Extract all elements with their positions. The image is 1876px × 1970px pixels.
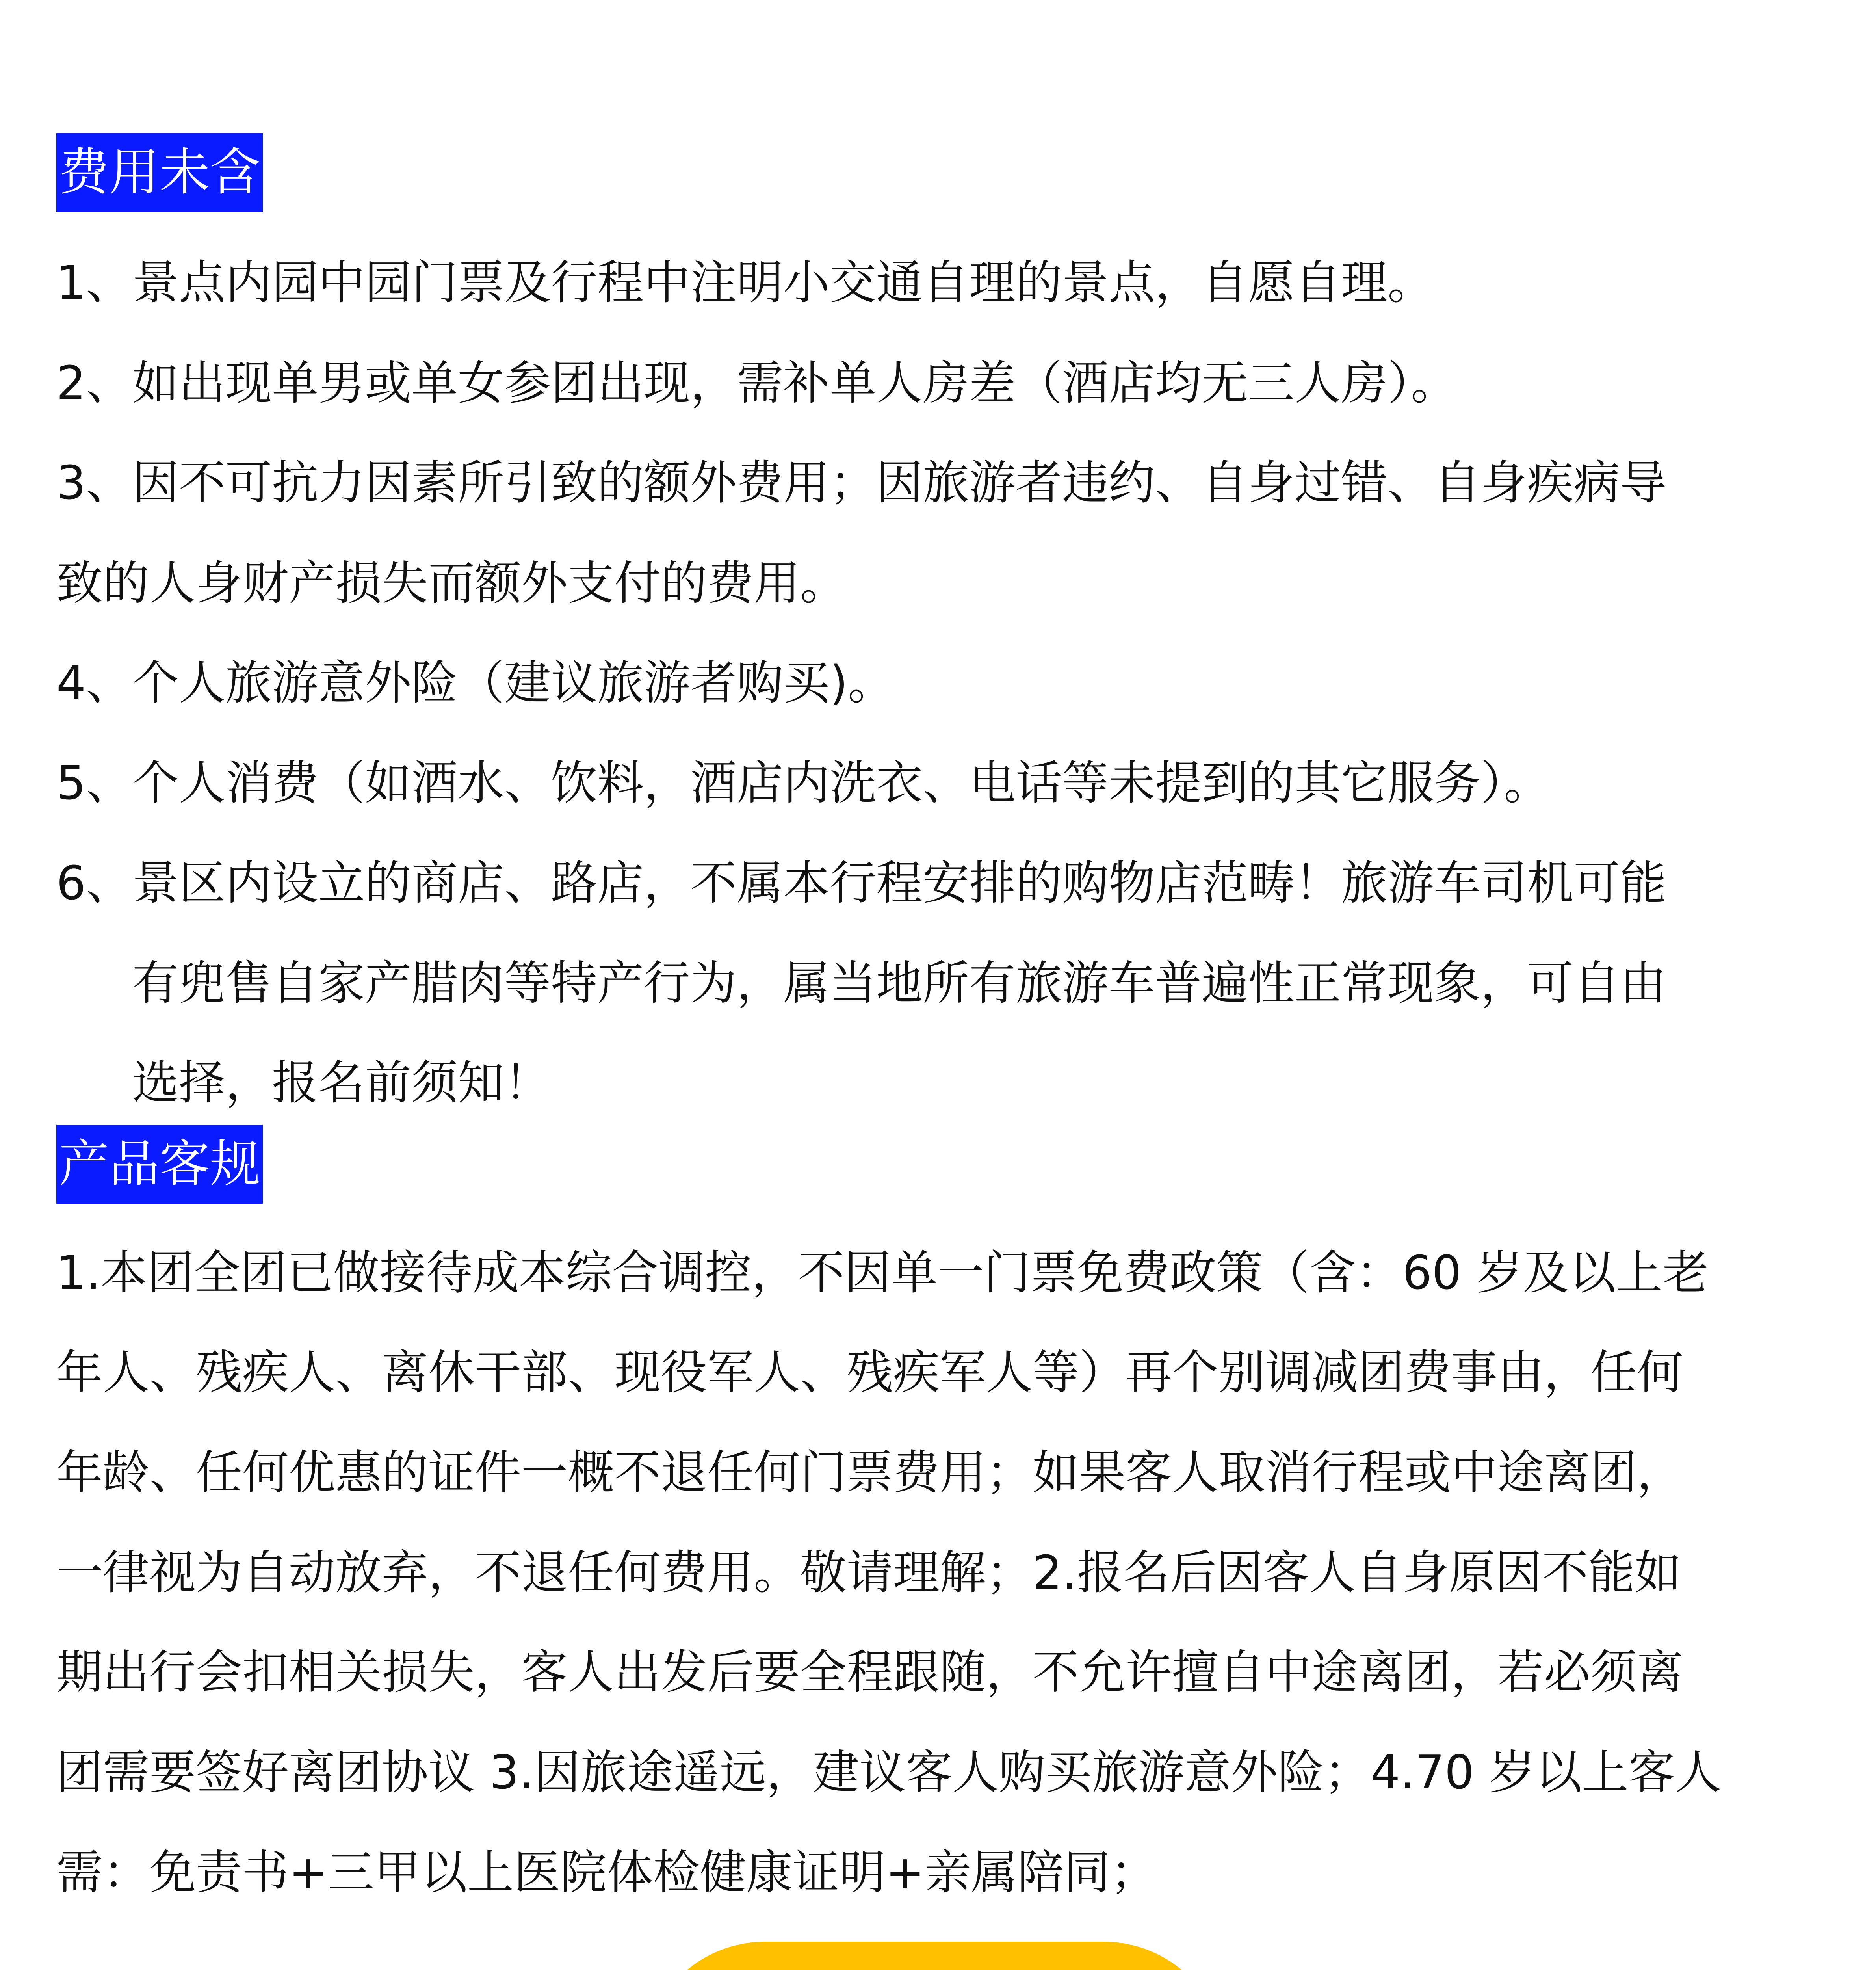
rules-line-1: 1.本团全团已做接待成本综合调控，不因单一门票免费政策（含：60 岁及以上老 <box>56 1245 1709 1300</box>
not-included-line-5: 4、个人旅游意外险（建议旅游者购买)。 <box>56 656 895 710</box>
not-included-line-9: 选择，报名前须知！ <box>132 1056 551 1110</box>
not-included-line-3: 3、因不可抗力因素所引致的额外费用；因旅游者违约、自身过错、自身疾病导 <box>56 455 1667 510</box>
rules-line-7: 需：免责书+三甲以上医院体检健康证明+亲属陪同； <box>56 1845 1157 1899</box>
not-included-line-4: 致的人身财产损失而额外支付的费用。 <box>56 556 847 610</box>
not-included-line-2: 2、如出现单男或单女参团出现，需补单人房差（酒店均无三人房）。 <box>56 356 1458 410</box>
rules-line-2: 年人、残疾人、离休干部、现役军人、残疾军人等）再个别调减团费事由，任何 <box>56 1345 1684 1399</box>
section-heading-not-included: 费用未含 <box>56 133 263 212</box>
not-included-line-7: 6、景区内设立的商店、路店，不属本行程安排的购物店范畴！旅游车司机可能 <box>56 856 1667 910</box>
not-included-line-8: 有兜售自家产腊肉等特产行为，属当地所有旅游车普遍性正常现象，可自由 <box>132 956 1667 1010</box>
section-heading-rules: 产品客规 <box>56 1125 263 1204</box>
rules-line-6: 团需要签好离团协议 3.因旅途遥远，建议客人购买旅游意外险；4.70 岁以上客人 <box>56 1745 1722 1799</box>
rules-line-4: 一律视为自动放弃，不退任何费用。敬请理解；2.报名后因客人自身原因不能如 <box>56 1545 1681 1600</box>
not-included-line-1: 1、景点内园中园门票及行程中注明小交通自理的景点，自愿自理。 <box>56 255 1434 310</box>
not-included-line-6: 5、个人消费（如酒水、饮料，酒店内洗衣、电话等未提到的其它服务）。 <box>56 756 1551 810</box>
booking-notice-banner <box>643 1942 1226 1970</box>
rules-line-5: 期出行会扣相关损失，客人出发后要全程跟随，不允许擅自中途离团，若必须离 <box>56 1645 1684 1699</box>
rules-line-3: 年龄、任何优惠的证件一概不退任何门票费用；如果客人取消行程或中途离团， <box>56 1445 1684 1500</box>
